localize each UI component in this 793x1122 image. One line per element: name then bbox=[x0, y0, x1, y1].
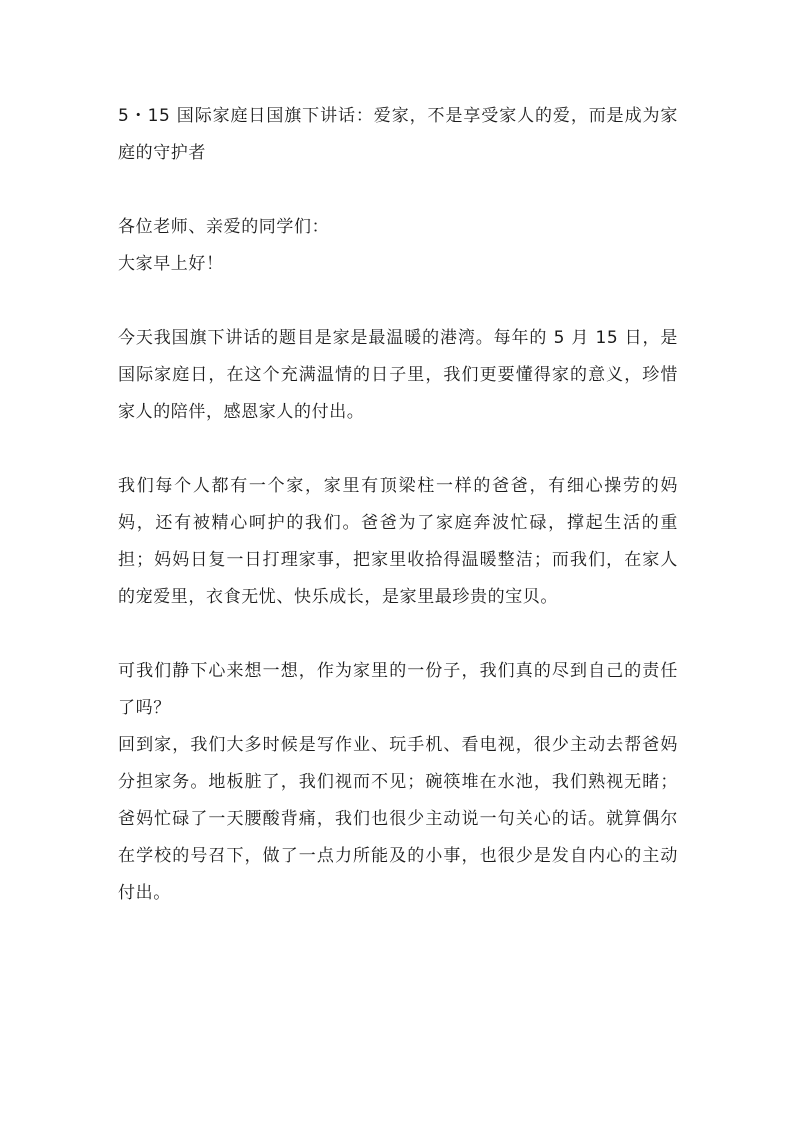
document-body bbox=[118, 98, 678, 912]
paragraph-reflection: 回到家，我们大多时候是写作业、玩手机、看电视，很少主动去帮爸妈分担家务。地板脏了，我们视而不见；碗筷堆在水池，我们熟视无睹；爸妈忙碌了一天腰酸背痛，我们也很少主动说一句关心的话。就算偶尔在学校的号召下，做了一点力所能及的小事，也很少是发自内心的主动付出。 bbox=[118, 735, 678, 903]
spacer bbox=[118, 616, 678, 653]
paragraph-question: 可我们静下心来想一想，作为家里的一份子，我们真的尽到自己的责任了吗？ bbox=[118, 661, 678, 718]
paragraph-intro: 今天我国旗下讲话的题目是家是最温暖的港湾。每年的 5 月 15 日，是国际家庭日，在这个充满温情的日子里，我们更要懂得家的意义，珍惜家人的陪伴，感恩家人的付出。 bbox=[118, 328, 678, 422]
spacer bbox=[118, 431, 678, 468]
paragraph-family: 我们每个人都有一个家，家里有顶梁柱一样的爸爸，有细心操劳的妈妈，还有被精心呵护的我们。爸爸为了家庭奔波忙碌，撑起生活的重担；妈妈日复一日打理家事，把家里收拾得温暖整洁；而我们，在家人的宠爱里，衣食无忧、快乐成长，是家里最珍贵的宝贝。 bbox=[118, 476, 678, 607]
document-title: 5・15 国际家庭日国旗下讲话：爱家，不是享受家人的爱，而是成为家庭的守护者 bbox=[118, 106, 678, 163]
spacer bbox=[118, 172, 678, 209]
spacer bbox=[118, 283, 678, 320]
salutation: 各位老师、亲爱的同学们： bbox=[118, 217, 330, 237]
greeting: 大家早上好！ bbox=[118, 254, 224, 274]
